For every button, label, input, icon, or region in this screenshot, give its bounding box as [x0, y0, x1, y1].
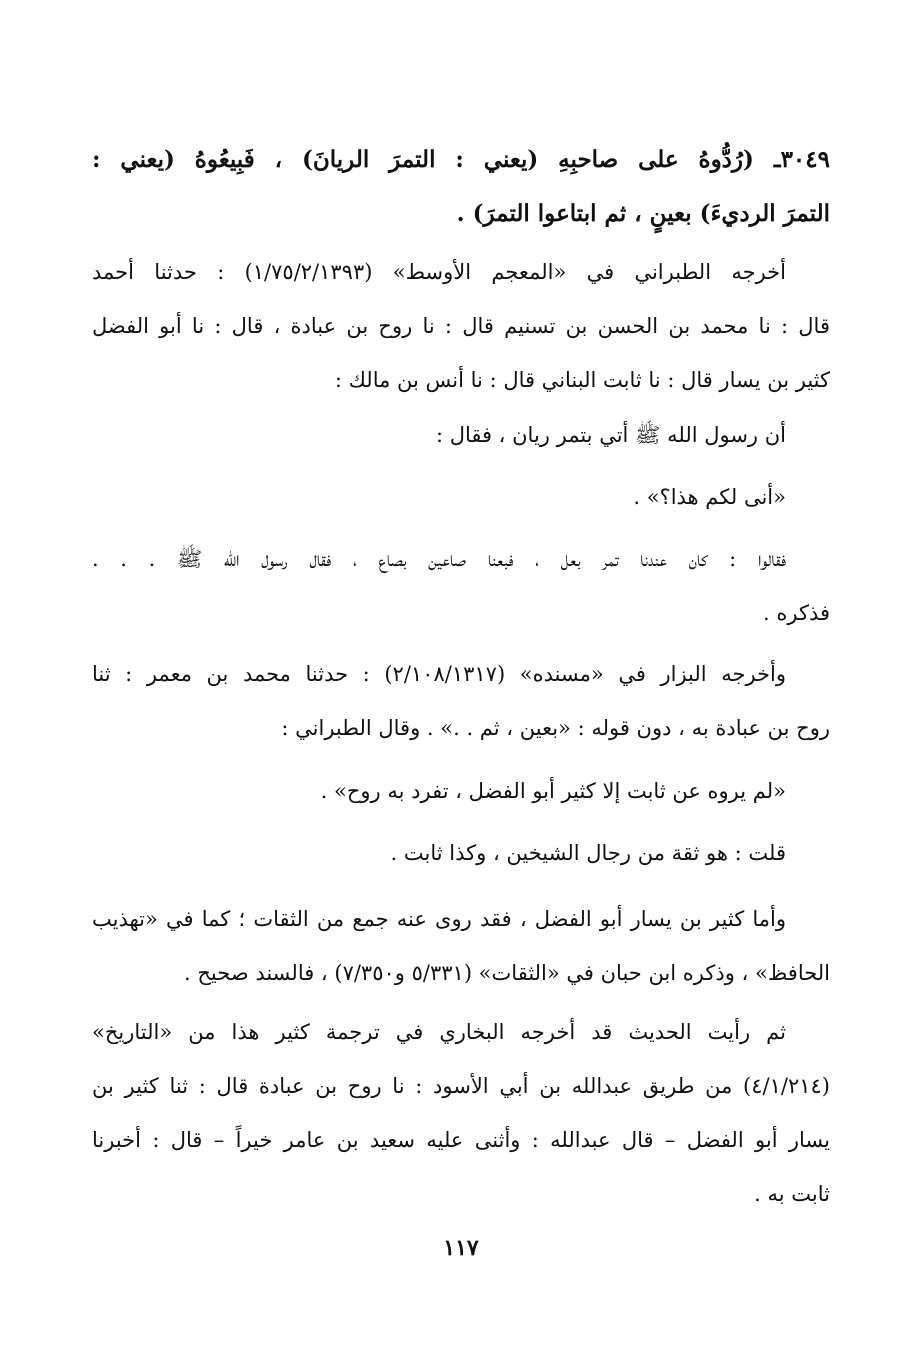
text-line: «لم يروه عن ثابت إلا كثير أبو الفضل ، تفرد به روح» .: [320, 779, 786, 803]
text-line: روح بن عبادة به ، دون قوله : «بعين ، ثم . .» . وقال الطبراني :: [281, 716, 830, 740]
text-line: أخرجه الطبراني في «المعجم الأوسط» (١/٧٥/٢/١٣٩٣) : حدثنا أحمد: [92, 260, 786, 284]
text-line: وأما كثير بن يسار أبو الفضل ، فقد روى عنه جمع من الثقات ؛ كما في «تهذيب: [92, 907, 786, 931]
text-line: كثير بن يسار قال : نا ثابت البناني قال : نا أنس بن مالك :: [334, 368, 830, 392]
page-number: ١١٧: [443, 1235, 479, 1261]
text-line: ثم رأيت الحديث قد أخرجه البخاري في ترجمة كثير هذا من «التاريخ»: [92, 1020, 786, 1044]
text-line: (٤/١/٢١٤) من طريق عبدالله بن أبي الأسود : نا روح بن عبادة قال : ثنا كثير بن: [92, 1074, 830, 1098]
text-line: قلت : هو ثقة من رجال الشيخين ، وكذا ثابت .: [390, 841, 786, 865]
text-line: قال : نا محمد بن الحسن بن تسنيم قال : نا روح بن عبادة ، قال : نا أبو الفضل: [92, 314, 830, 338]
heading-line: التمرَ الرديءَ) بعينٍ ، ثم ابتاعوا التمرَ) .: [456, 200, 830, 227]
text-line: أن رسول الله ﷺ أتي بتمر ريان ، فقال :: [435, 423, 786, 447]
text-line: يسار أبو الفضل – قال عبدالله : وأثنى عليه سعيد بن عامر خيراً – قال : أخبرنا: [92, 1128, 830, 1152]
text-line: وأخرجه البزار في «مسنده» (٢/١٠٨/١٣١٧) : حدثنا محمد بن معمر : ثنا: [92, 662, 786, 686]
text-line: ثابت به .: [754, 1182, 830, 1206]
text-line: الحافظ» ، وذكره ابن حبان في «الثقات» (٥/٣٣١ و٧/٣٥٠) ، فالسند صحيح .: [184, 961, 830, 985]
heading-line: ٣٠٤٩ـ (رُدُّوهُ على صاحبِهِ (يعني : التمرَ الريانَ) ، فَبِيعُوهُ (يعني :: [92, 146, 830, 173]
text-line: فذكره .: [763, 601, 830, 625]
text-line: فقالوا : كان عندنا تمر بعل ، فبعنا صاعين بصاع ، فقال رسول الله ﷺ . . .: [92, 547, 786, 571]
text-line: «أنى لكم هذا؟» .: [633, 485, 786, 509]
